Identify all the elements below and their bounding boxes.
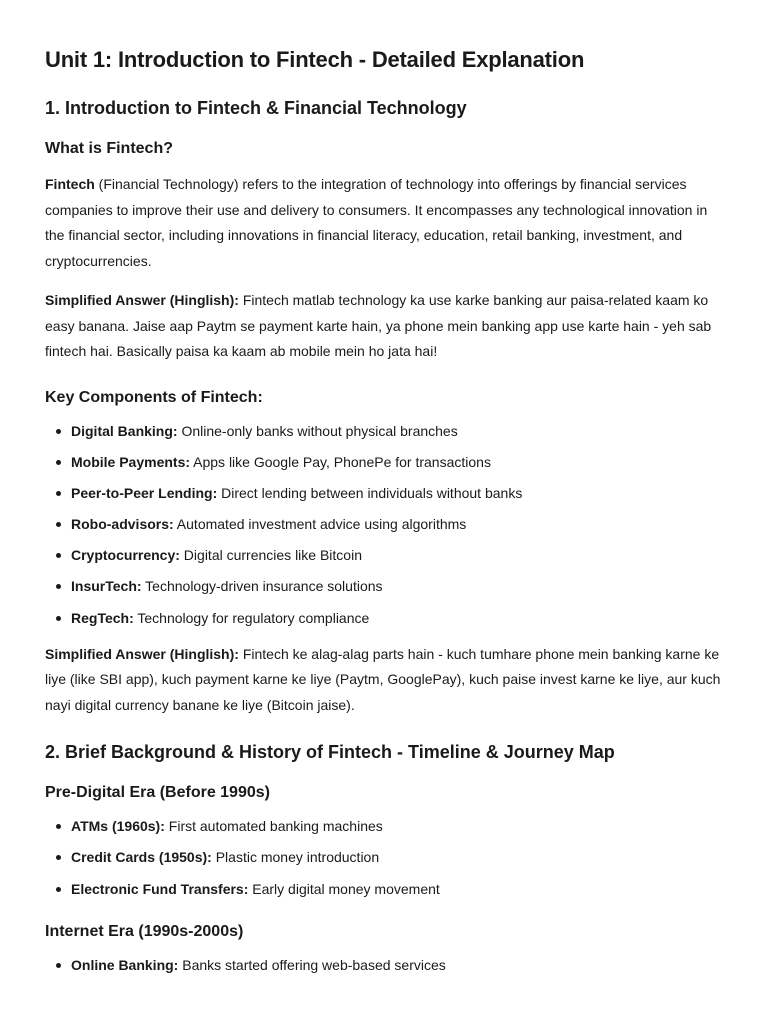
simplified-answer-label: Simplified Answer (Hinglish):: [45, 292, 239, 308]
bullet-icon: [56, 429, 61, 434]
bullet-icon: [56, 616, 61, 621]
bullet-icon: [56, 522, 61, 527]
simplified-answer-text: Fintech matlab technology ka use karke banking aur paisa-related kaam ko easy banana. Jaise aap Paytm se payment karte hain, ya phone mein banking app use karte hain - yeh sab fintech hai. Basically paisa ka kaam ab mobile mein ho jata hai!: [45, 292, 712, 359]
list-item: [71, 452, 723, 472]
list-item: [71, 816, 723, 836]
bullet-icon: [56, 491, 61, 496]
item-text: Plastic money introduction: [211, 849, 380, 866]
key-components-heading: Key Components of Fintech:: [45, 388, 263, 406]
bullet-icon: [56, 887, 61, 892]
pre-digital-era-heading: Pre-Digital Era (Before 1990s): [45, 784, 270, 802]
section-1-heading: 1. Introduction to Fintech & Financial Technology: [45, 98, 467, 118]
internet-era-heading: Internet Era (1990s-2000s): [45, 922, 244, 940]
internet-era-list: [45, 955, 723, 975]
document-title: Unit 1: Introduction to Fintech - Detailed Explanation: [45, 47, 585, 72]
fintech-definition: [45, 172, 723, 274]
fintech-term: Fintech: [45, 176, 95, 192]
list-item: [71, 955, 723, 975]
bullet-icon: [56, 584, 61, 589]
item-text: Technology-driven insurance solutions: [141, 578, 383, 595]
item-text: First automated banking machines: [164, 818, 383, 835]
bullet-icon: [56, 963, 61, 968]
item-label: Digital Banking:: [71, 422, 178, 439]
item-text: Direct lending between individuals without banks: [217, 484, 523, 501]
simplified-answer-text: Fintech ke alag-alag parts hain - kuch tumhare phone mein banking karne ke liye (like SBI app), kuch payment karne ke liye (Paytm, GooglePay), kuch paise invest karne ke liye, aur kuch nayi digital currency banane ke liye (Bitcoin jaise).: [45, 645, 721, 713]
item-label: Cryptocurrency:: [71, 547, 180, 564]
item-label: Credit Cards (1950s):: [71, 849, 212, 866]
simplified-answer-1: [45, 288, 723, 365]
item-text: Automated investment advice using algorithms: [173, 516, 467, 533]
list-item: [71, 576, 723, 596]
what-is-fintech-heading: What is Fintech?: [45, 140, 173, 157]
section-2-heading: 2. Brief Background & History of Fintech - Timeline & Journey Map: [45, 742, 615, 763]
item-label: ATMs (1960s):: [71, 818, 165, 835]
pre-digital-list: [45, 816, 723, 898]
item-text: Early digital money movement: [248, 880, 440, 897]
list-item: [71, 514, 723, 534]
list-item: [71, 879, 723, 899]
item-label: InsurTech:: [71, 578, 142, 595]
item-text: Digital currencies like Bitcoin: [179, 547, 362, 564]
item-label: Online Banking:: [71, 956, 179, 973]
item-text: Apps like Google Pay, PhonePe for transactions: [190, 453, 491, 470]
fintech-definition-text: (Financial Technology) refers to the integration of technology into offerings by financial services companies to improve their use and delivery to consumers. It encompasses any technological innovation in the financial sector, including innovations in financial literacy, education, retail banking, investment, and cryptocurrencies.: [45, 176, 708, 269]
list-item: [71, 545, 723, 565]
item-label: RegTech:: [71, 609, 134, 626]
item-label: Electronic Fund Transfers:: [71, 880, 249, 897]
bullet-icon: [56, 824, 61, 829]
bullet-icon: [56, 460, 61, 465]
simplified-answer-label: Simplified Answer (Hinglish):: [45, 645, 239, 662]
item-text: Technology for regulatory compliance: [133, 609, 370, 626]
item-text: Banks started offering web-based services: [178, 956, 446, 973]
list-item: [71, 483, 723, 503]
item-text: Online-only banks without physical branches: [177, 422, 458, 439]
list-item: [71, 847, 723, 867]
list-item: [71, 608, 723, 628]
item-label: Peer-to-Peer Lending:: [71, 484, 218, 501]
bullet-icon: [56, 855, 61, 860]
simplified-answer-2: [45, 642, 723, 719]
item-label: Mobile Payments:: [71, 453, 191, 470]
item-label: Robo-advisors:: [71, 516, 174, 533]
list-item: [71, 421, 723, 441]
bullet-icon: [56, 553, 61, 558]
components-list: [45, 421, 723, 628]
